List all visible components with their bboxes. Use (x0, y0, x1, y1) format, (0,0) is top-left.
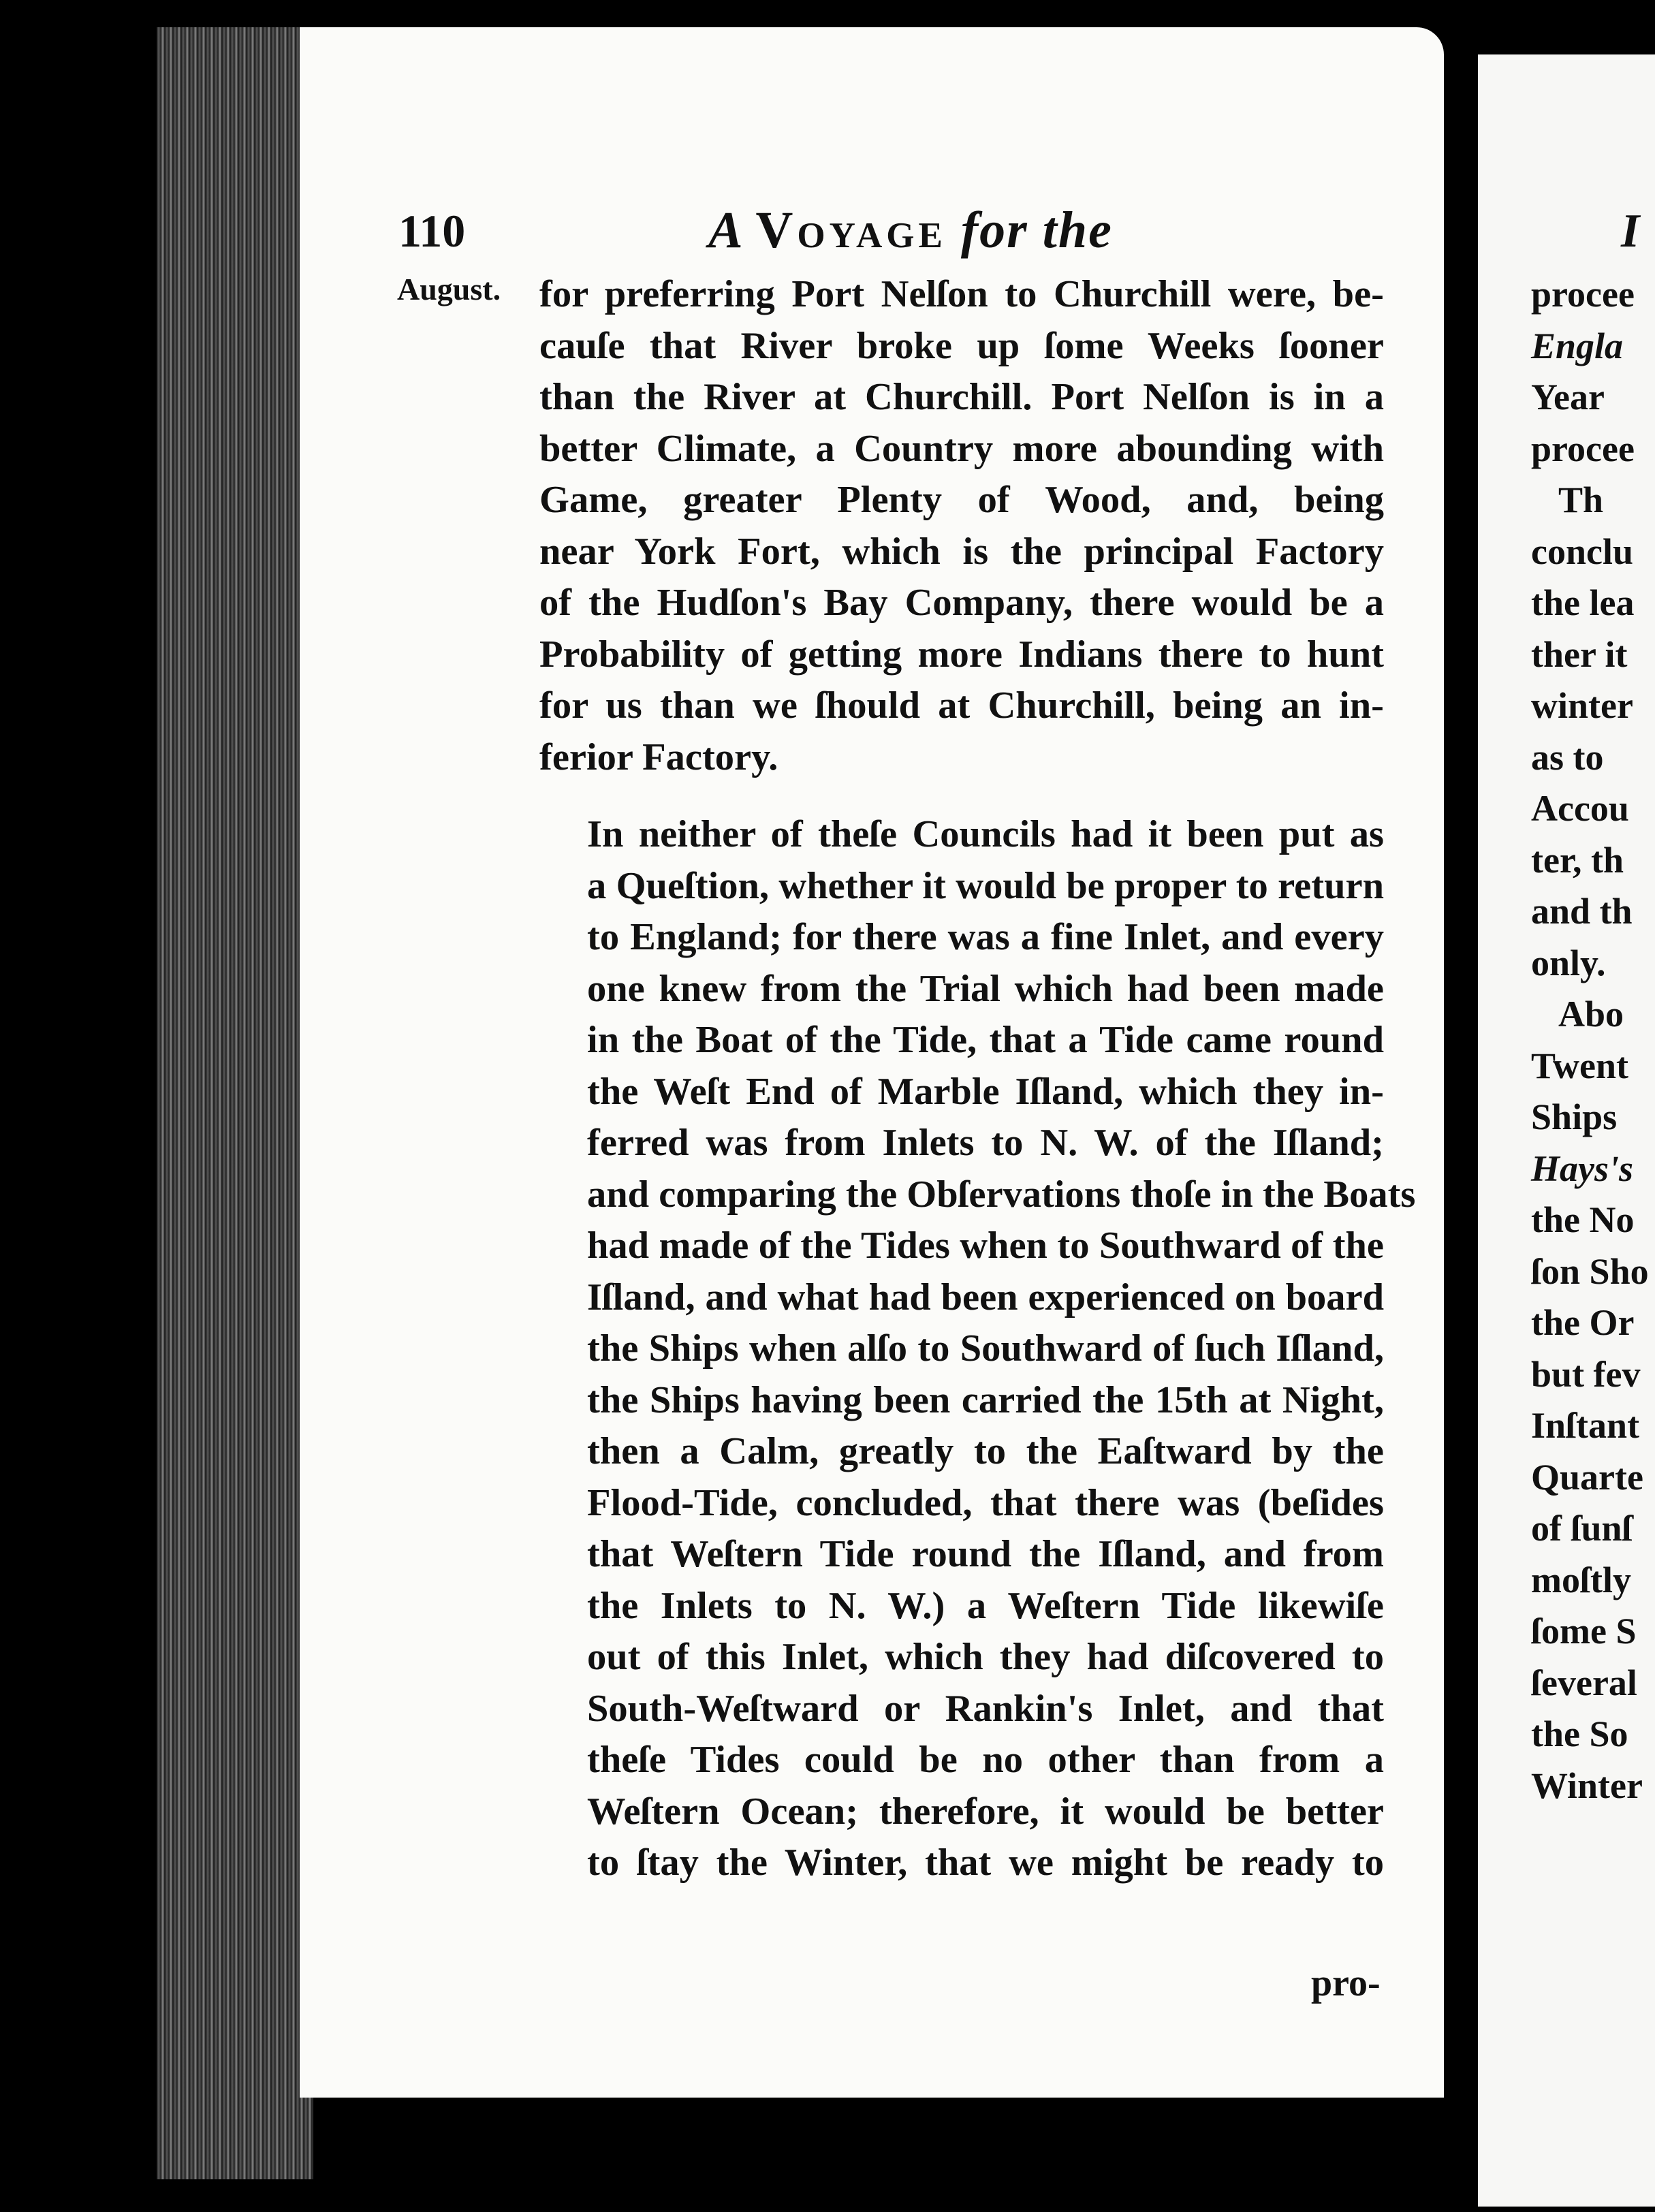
facing-line: the No (1531, 1199, 1635, 1240)
text-line: for us than we ſhould at Churchill, being an in- (539, 684, 1384, 727)
paragraph-2 (539, 809, 1416, 1889)
facing-line: of ſunſ (1531, 1508, 1633, 1549)
text-line: in the Boat of the Tide, that a Tide came round (587, 1019, 1384, 1061)
facing-line: the Or (1531, 1302, 1635, 1343)
text-line: theſe Tides could be no other than from a (587, 1739, 1384, 1781)
running-title-prefix: A (708, 202, 742, 259)
facing-line: conclu (1531, 531, 1634, 572)
text-line: to England; for there was a fine Inlet, and every (587, 916, 1384, 958)
facing-line: ſon Sho (1531, 1250, 1649, 1292)
running-title-caps: Voyage (755, 202, 947, 259)
facing-line: Twent (1531, 1045, 1628, 1086)
text-line: South-Weſtward or Rankin's Inlet, and that (587, 1687, 1384, 1730)
text-line: of the Hudſon's Bay Company, there would be a (539, 582, 1384, 624)
text-line: that Weſtern Tide round the Iſland, and from (587, 1533, 1384, 1575)
text-line: the Weſt End of Marble Iſland, which they in- (587, 1070, 1384, 1113)
facing-line: moſtly (1531, 1559, 1631, 1600)
facing-line: Quarte (1531, 1456, 1643, 1498)
facing-line: ter, th (1531, 839, 1624, 881)
facing-line: but fev (1531, 1353, 1641, 1395)
facing-line: Hays's (1531, 1148, 1634, 1189)
text-line: better Climate, a Country more abounding with (539, 427, 1384, 470)
facing-line: the So (1531, 1713, 1628, 1754)
page-number: 110 (398, 205, 466, 257)
catchword: pro- (1311, 1962, 1381, 2004)
text-line: Flood-Tide, concluded, that there was (beſides (587, 1481, 1384, 1524)
text-line: the Ships when alſo to Southward of ſuch Iſland, (587, 1327, 1384, 1370)
text-line: the Ships having been carried the 15th at Night, (587, 1378, 1384, 1421)
facing-line: only. (1531, 942, 1606, 983)
running-title-suffix: for the (960, 202, 1113, 259)
text-line: Iſland, and what had been experienced on board (587, 1276, 1384, 1318)
text-line: than the River at Churchill. Port Nelſon is in a (539, 376, 1384, 418)
text-line: cauſe that River broke up ſome Weeks ſooner (539, 324, 1384, 367)
text-line: a Queſtion, whether it would be proper to return (587, 864, 1384, 907)
facing-line: winter (1531, 685, 1633, 726)
facing-line: as to (1531, 736, 1604, 778)
margin-note-month: August. (397, 272, 501, 306)
facing-line: ſeveral (1531, 1662, 1637, 1703)
body-text (539, 269, 1416, 1889)
facing-line: procee (1531, 274, 1635, 315)
facing-line: the lea (1531, 582, 1635, 623)
facing-line: Accou (1531, 788, 1629, 829)
facing-line: Th (1558, 479, 1604, 520)
running-title (708, 201, 1113, 260)
text-line: had made of the Tides when to Southward of the (587, 1224, 1384, 1267)
book-fore-edge (157, 27, 313, 2179)
facing-line: Inſtant (1531, 1405, 1640, 1446)
book-gutter (1444, 0, 1478, 2212)
text-line: Probability of getting more Indians there to hunt (539, 633, 1384, 676)
text-line: for preferring Port Nelſon to Churchill were, be- (539, 273, 1384, 315)
facing-page-text (1531, 269, 1649, 1812)
text-line: In neither of theſe Councils had it been put as (587, 813, 1384, 855)
facing-line: ſome S (1531, 1611, 1637, 1652)
facing-line: procee (1531, 428, 1635, 469)
text-line: then a Calm, greatly to the Eaſtward by the (587, 1430, 1384, 1472)
facing-page-head: I (1621, 205, 1640, 257)
text-line: Game, greater Plenty of Wood, and, being (539, 479, 1384, 521)
text-line: ferred was from Inlets to N. W. of the Iſland; (587, 1122, 1384, 1164)
facing-line: Abo (1558, 994, 1624, 1034)
text-line: out of this Inlet, which they had diſcovered to (587, 1636, 1384, 1678)
text-line: one knew from the Trial which had been made (587, 967, 1384, 1010)
facing-line: Year (1531, 377, 1605, 417)
facing-line: and th (1531, 891, 1633, 932)
facing-line: Engla (1531, 325, 1624, 366)
paragraph-1 (539, 269, 1384, 783)
text-line: to ſtay the Winter, that we might be ready to (587, 1842, 1384, 1884)
text-line: near York Fort, which is the principal Factory (539, 530, 1384, 573)
facing-line: ther it (1531, 633, 1628, 675)
text-line: ferior Factory. (539, 736, 778, 778)
text-line: Weſtern Ocean; therefore, it would be better (587, 1790, 1384, 1833)
text-line: and comparing the Obſervations thoſe in the Boats (587, 1173, 1416, 1216)
facing-line: Winter (1531, 1765, 1643, 1806)
text-line: the Inlets to N. W.) a Weſtern Tide likewiſe (587, 1584, 1384, 1627)
facing-line: Ships (1531, 1096, 1618, 1137)
